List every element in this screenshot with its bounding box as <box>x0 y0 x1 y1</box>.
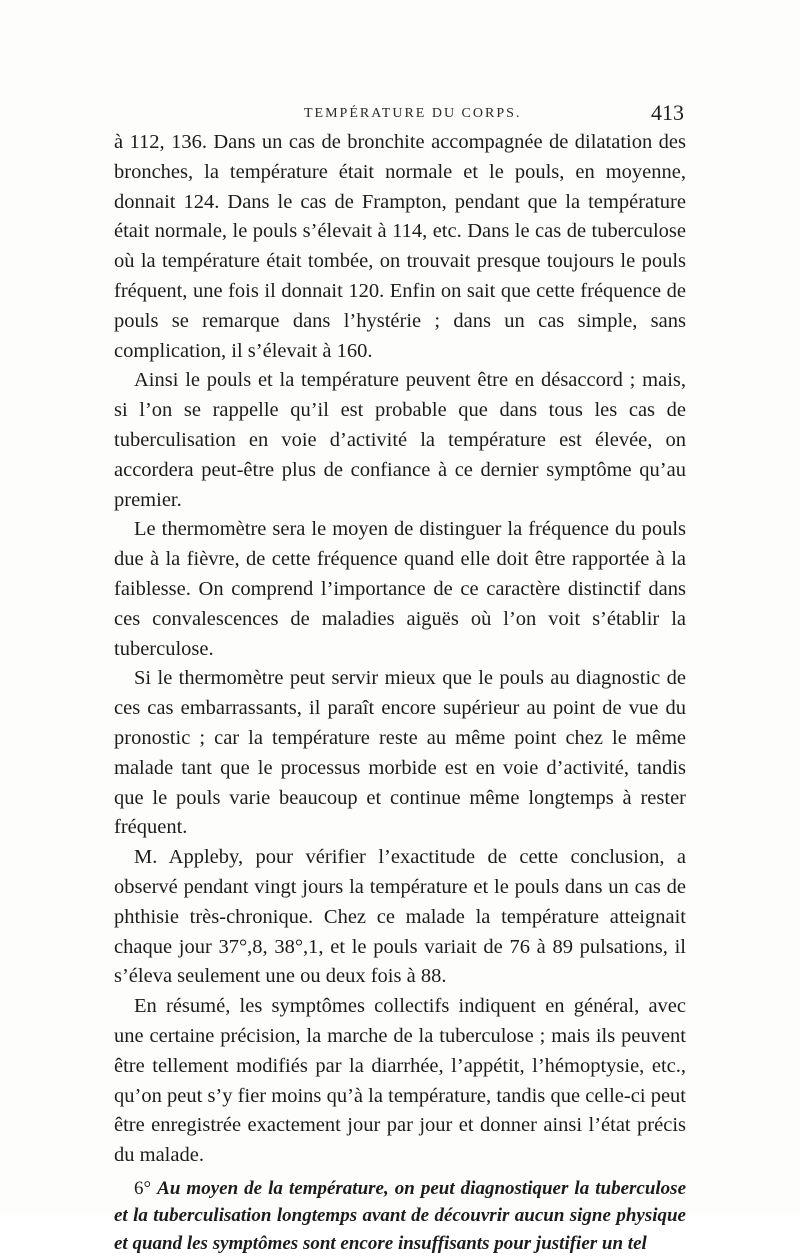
page-body <box>114 128 686 1257</box>
paragraph-thermometer: Le thermomètre sera le moyen de distinguer la fréquence du pouls due à la fièvre, de cette fréquence quand elle doit être rapportée à la faiblesse. On comprend l’importance de ce caractère distinctif dans ces convalescences de maladies aiguës où l’on voit s’établir la tuberculose. <box>114 518 686 660</box>
section-number: 6° <box>134 1177 152 1199</box>
paragraph-appleby: M. Appleby, pour vérifier l’exactitude de cette conclusion, a observé pendant vingt jours la température et le pouls dans un cas de phthisie très-chronique. Chez ce malade la température atteignait chaque jour 37°,8, 38°,1, et le pouls variait de 76 à 89 pulsations, il s’éleva seulement une ou deux fois à 88. <box>114 846 686 988</box>
paragraph-summary: En résumé, les symptômes collectifs indiquent en général, avec une certaine précision, la marche de la tuberculose ; mais ils peuvent être tellement modifiés par la diarrhée, l’appétit, l’hémoptysie, etc., qu’on peut s’y fier moins qu’à la température, tandis que celle-ci peut être enregistrée exactement jour par jour et donner ainsi l’état précis du malade. <box>114 995 686 1167</box>
page-number: 413 <box>651 100 684 125</box>
section-text: Au moyen de la température, on peut diagnostiquer la tuberculose et la tuberculisation longtemps avant de découvrir aucun signe physique et quand les symptômes sont encore insuffisants pour justifier un tel <box>114 1177 687 1254</box>
paragraph-pulse-temperature: Ainsi le pouls et la température peuvent être en désaccord ; mais, si l’on se rappelle qu’il est probable que dans tous les cas de tuberculisation en voie d’activité la température est élevée, on accordera peut-être plus de confiance à ce dernier symptôme qu’au premier. <box>114 369 686 511</box>
paragraph-prognosis: Si le thermomètre peut servir mieux que le pouls au diagnostic de ces cas embarrassants, il paraît encore supérieur au point de vue du pronostic ; car la température reste au même point chez le même malade tant que le processus morbide est en voie d’activité, tandis que le pouls varie beaucoup et continue même longtemps à rester fréquent. <box>114 667 686 839</box>
paragraph-continuation: à 112, 136. Dans un cas de bronchite accompagnée de dilatation des bronches, la température était normale et le pouls, en moyenne, donnait 124. Dans le cas de Frampton, pendant que la température était normale, le pouls s’élevait à 114, etc. Dans le cas de tuberculose où la température était tombée, on trouvait presque toujours le pouls fréquent, une fois il donnait 120. Enfin on sait que cette fréquence de pouls se remarque dans l’hystérie ; dans un cas simple, sans complication, il s’élevait à 160. <box>114 131 686 362</box>
section-6-heading <box>114 1175 686 1257</box>
page-header <box>114 102 686 126</box>
running-title: TEMPÉRATURE DU CORPS. <box>304 106 522 121</box>
